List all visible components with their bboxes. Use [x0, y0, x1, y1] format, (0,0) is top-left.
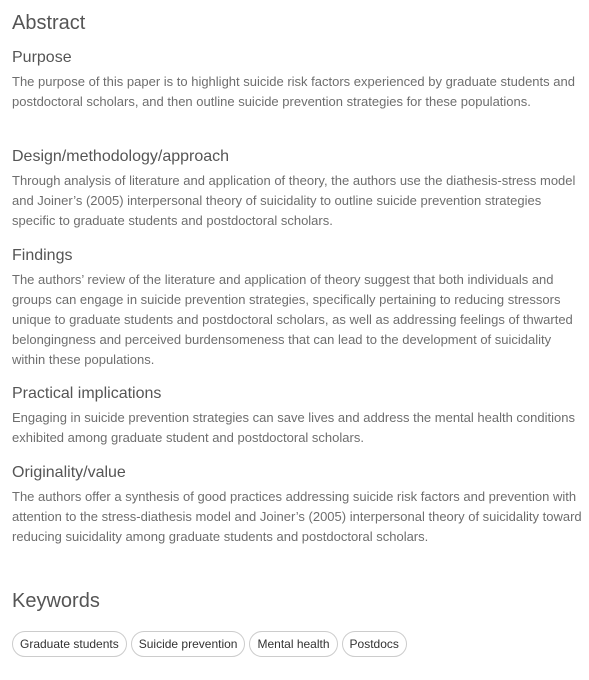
- section-heading-purpose: Purpose: [12, 49, 72, 66]
- section-heading-findings: Findings: [12, 247, 73, 264]
- section-practical-implications: [12, 384, 582, 448]
- abstract-title: Abstract: [12, 12, 86, 34]
- keywords-title: Keywords: [12, 590, 100, 612]
- section-purpose: [12, 48, 582, 112]
- section-heading-practical-implications: Practical implications: [12, 385, 162, 402]
- keyword-chip-suicide-prevention[interactable]: Suicide prevention: [131, 631, 246, 657]
- section-heading-originality: Originality/value: [12, 464, 126, 481]
- section-body-design: Through analysis of literature and application of theory, the authors use the diathesis-stress model and Joiner’s (2005) interpersonal theory of suicidality to outline suicide prevention strategies specific to graduate students and postdoctoral scholars.: [12, 173, 576, 228]
- section-design: [12, 147, 582, 231]
- section-body-findings: The authors’ review of the literature and application of theory suggest that both individuals and groups can engage in suicide prevention strategies, specifically pertaining to reducing stressors unique to graduate students and postdoctoral scholars, as well as addressing feelings of thwarted belongingness and perceived burdensomeness that can lead to the development of suicidality within these populations.: [12, 272, 573, 367]
- keyword-chip-postdocs[interactable]: Postdocs: [342, 631, 407, 657]
- keyword-chip-mental-health[interactable]: Mental health: [249, 631, 337, 657]
- keyword-list: [12, 631, 407, 657]
- section-originality: [12, 463, 582, 547]
- section-body-originality: The authors offer a synthesis of good practices addressing suicide risk factors and prevention with attention to the stress-diathesis model and Joiner’s (2005) interpersonal theory of suicidality toward reducing suicidality among graduate students and postdoctoral scholars.: [12, 489, 582, 544]
- keyword-chip-graduate-students[interactable]: Graduate students: [12, 631, 127, 657]
- section-findings: [12, 246, 582, 370]
- section-body-purpose: The purpose of this paper is to highlight suicide risk factors experienced by graduate students and postdoctoral scholars, and then outline suicide prevention strategies for these populations.: [12, 74, 575, 109]
- section-body-practical-implications: Engaging in suicide prevention strategies can save lives and address the mental health conditions exhibited among graduate student and postdoctoral scholars.: [12, 410, 575, 445]
- section-heading-design: Design/methodology/approach: [12, 148, 230, 165]
